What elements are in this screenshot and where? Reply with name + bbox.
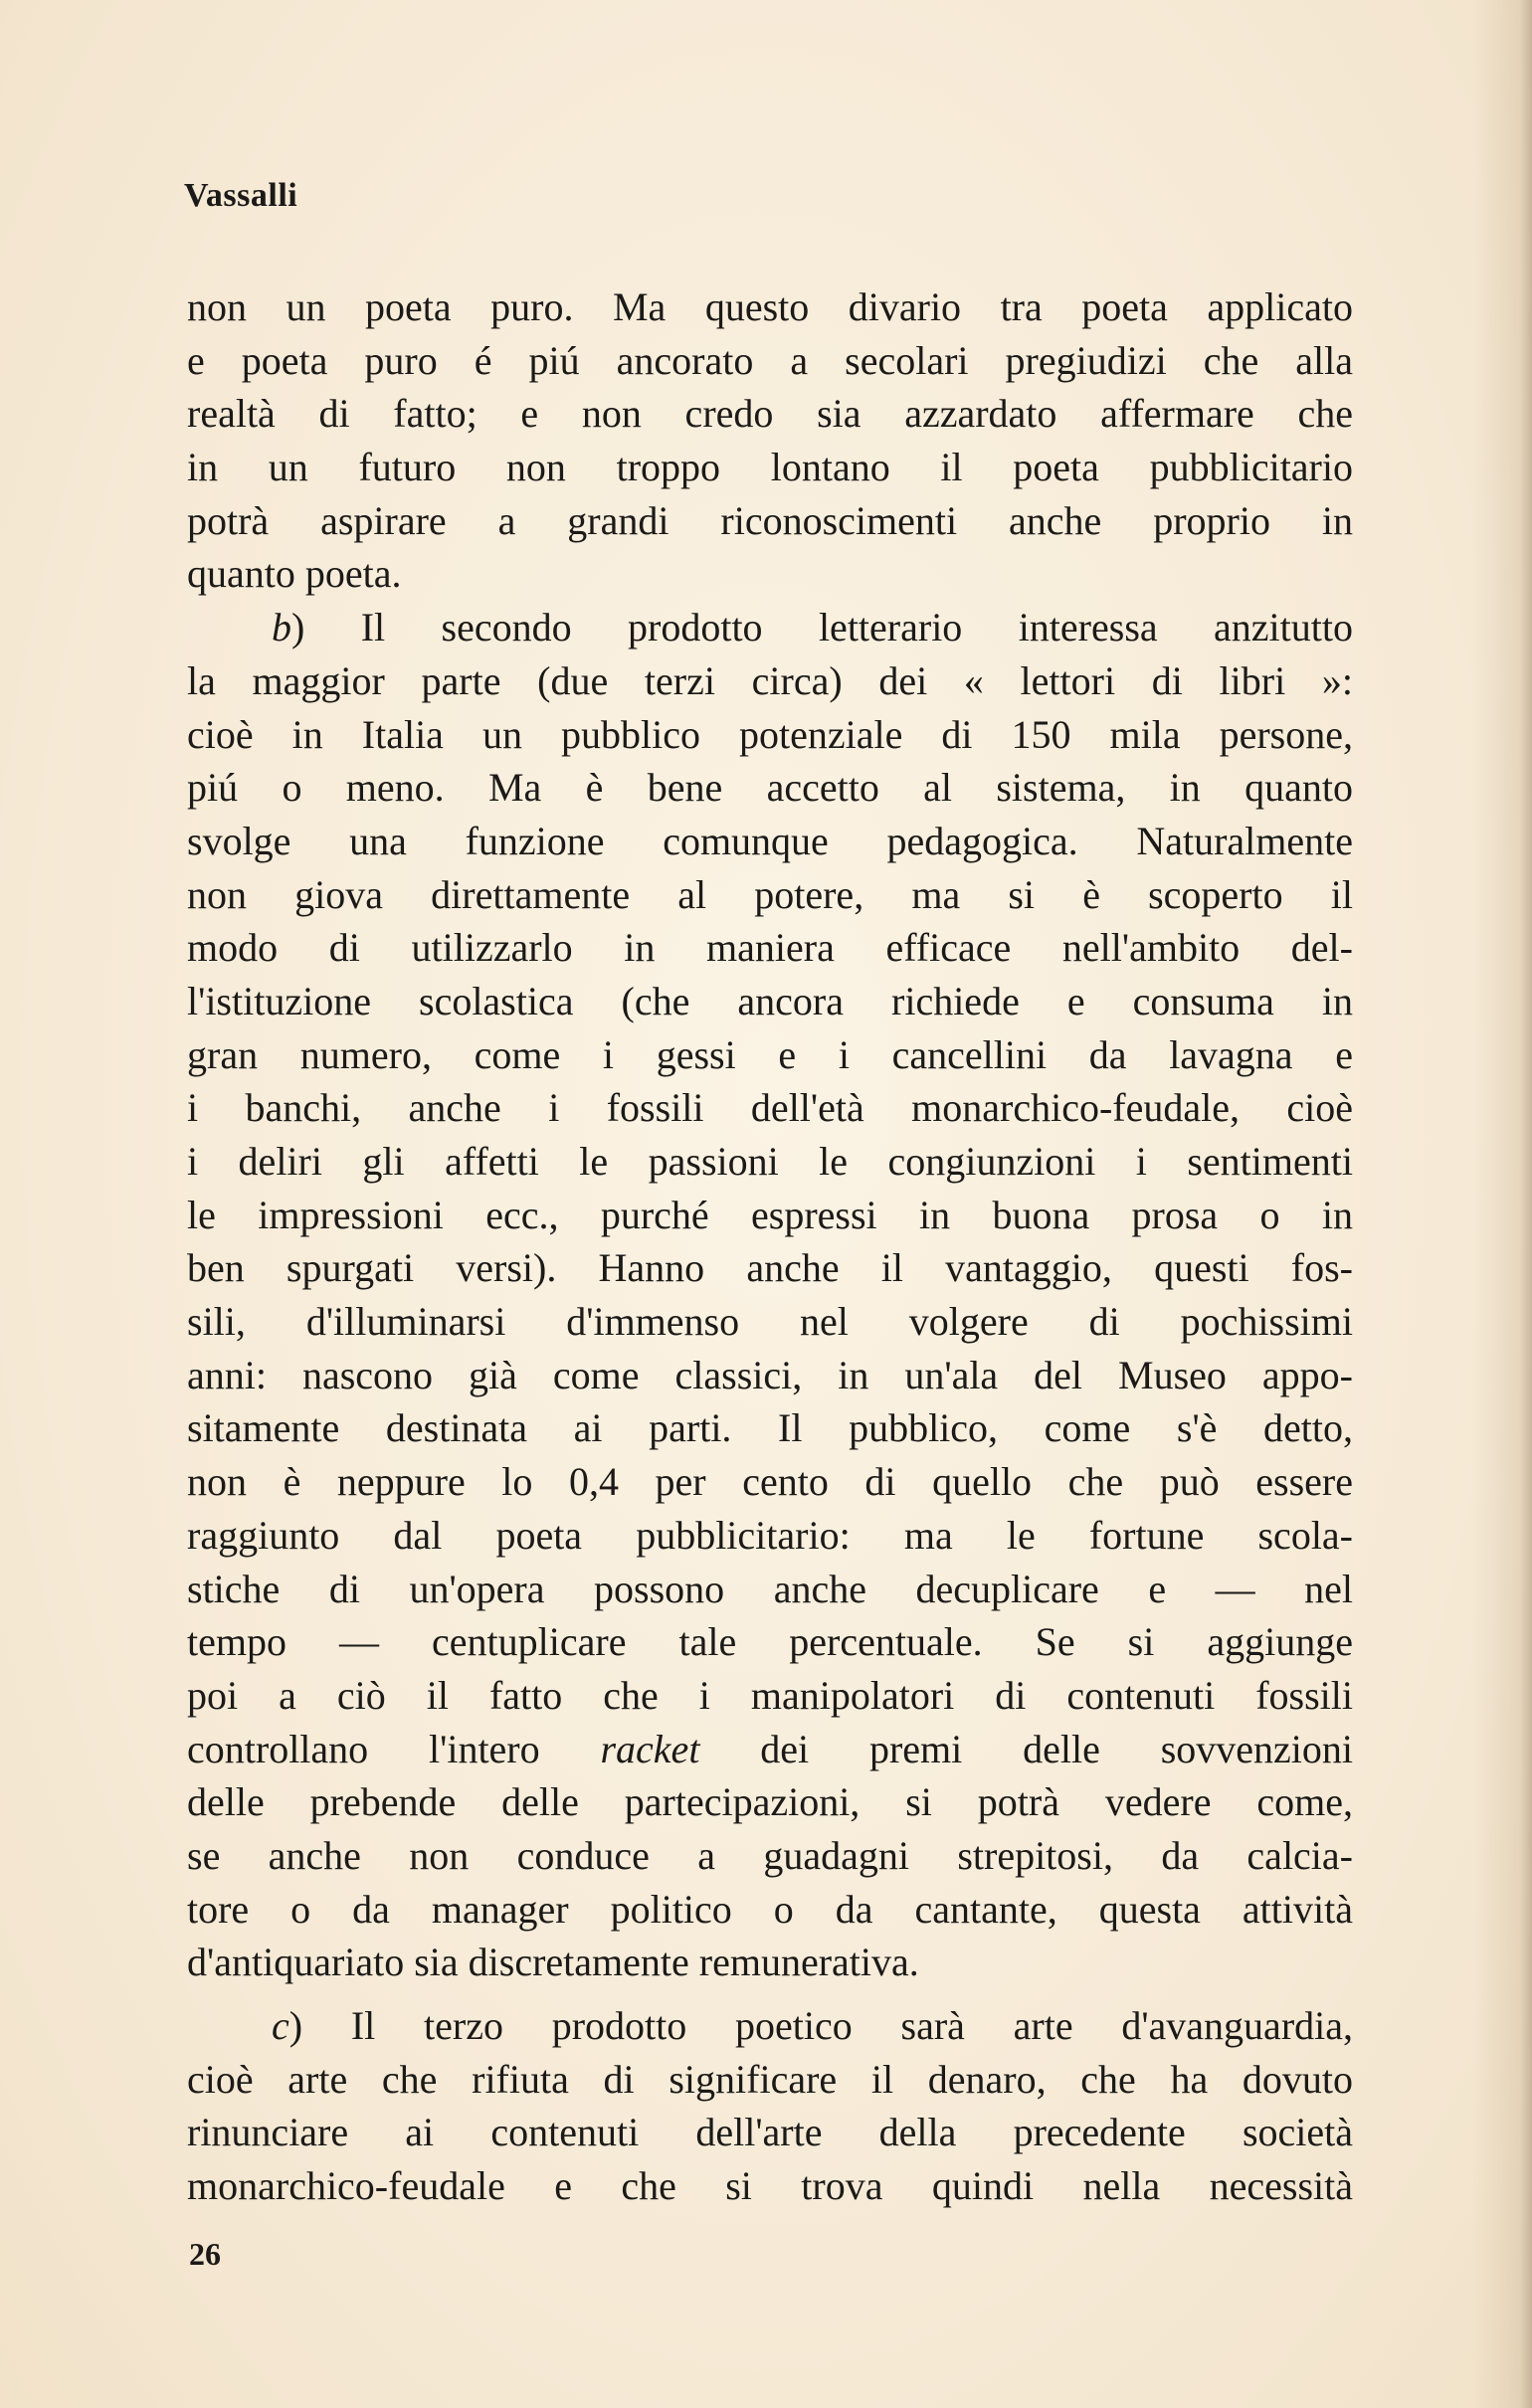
text-line: e poeta puro é piú ancorato a secolari pregiudizi che alla: [187, 337, 1353, 383]
text-line: potrà aspirare a grandi riconoscimenti anche proprio in: [187, 497, 1353, 543]
page-edge-shadow: [1472, 0, 1532, 2408]
text-line: quanto poeta.: [187, 551, 402, 597]
text-line: d'antiquariato sia discretamente remunerativa.: [187, 1940, 919, 1985]
text-line: non giova direttamente al potere, ma si è scoperto il: [187, 871, 1353, 917]
text-line: piú o meno. Ma è bene accetto al sistema, in quanto: [187, 765, 1353, 811]
text-line: cioè arte che rifiuta di significare il denaro, che ha dovuto: [187, 2056, 1353, 2102]
page-number: 26: [189, 2236, 221, 2272]
text-line: monarchico-feudale e che si trova quindi nella necessità: [187, 2163, 1353, 2209]
body-text: [187, 280, 1353, 2213]
text-line: delle prebende delle partecipazioni, si potrà vedere come,: [187, 1779, 1353, 1825]
text-line: tempo — centuplicare tale percentuale. Se si aggiunge: [187, 1619, 1353, 1665]
text-line: le impressioni ecc., purché espressi in buona prosa o in: [187, 1192, 1353, 1237]
running-head: Vassalli: [184, 177, 298, 214]
text-line: cioè in Italia un pubblico potenziale di 150 mila persone,: [187, 711, 1353, 757]
text-line: i banchi, anche i fossili dell'età monarchico-feudale, cioè: [187, 1085, 1353, 1131]
text-line: controllano l'intero racket dei premi delle sovvenzioni: [187, 1726, 1354, 1771]
text-line: non è neppure lo 0,4 per cento di quello che può essere: [187, 1459, 1353, 1505]
text-line: l'istituzione scolastica (che ancora richiede e consuma in: [187, 978, 1353, 1023]
text-line: raggiunto dal poeta pubblicitario: ma le fortune scola-: [187, 1512, 1353, 1558]
text-line: non un poeta puro. Ma questo divario tra poeta applicato: [187, 284, 1353, 329]
text-line: gran numero, come i gessi e i cancellini da lavagna e: [187, 1031, 1353, 1077]
text-line: c) Il terzo prodotto poetico sarà arte d'avanguardia,: [272, 2003, 1353, 2048]
text-line: ben spurgati versi). Hanno anche il vantaggio, questi fos-: [187, 1245, 1353, 1291]
text-line: svolge una funzione comunque pedagogica. Naturalmente: [187, 818, 1353, 863]
text-line: la maggior parte (due terzi circa) dei « lettori di libri »:: [187, 657, 1353, 703]
text-line: se anche non conduce a guadagni strepitosi, da calcia-: [187, 1832, 1353, 1878]
text-line: in un futuro non troppo lontano il poeta pubblicitario: [187, 445, 1353, 490]
text-line: tore o da manager politico o da cantante, questa attività: [187, 1886, 1353, 1932]
text-line: stiche di un'opera possono anche decuplicare e — nel: [187, 1566, 1353, 1611]
text-line: poi a ciò il fatto che i manipolatori di contenuti fossili: [187, 1672, 1353, 1718]
text-line: realtà di fatto; e non credo sia azzardato affermare che: [187, 391, 1353, 437]
text-line: anni: nascono già come classici, in un'ala del Museo appo-: [187, 1352, 1353, 1397]
text-line: rinunciare ai contenuti dell'arte della precedente società: [187, 2110, 1353, 2155]
text-line: b) Il secondo prodotto letterario interessa anzitutto: [272, 605, 1353, 650]
text-line: modo di utilizzarlo in maniera efficace nell'ambito del-: [187, 925, 1353, 971]
text-line: sili, d'illuminarsi d'immenso nel volgere di pochissimi: [187, 1299, 1353, 1345]
text-line: sitamente destinata ai parti. Il pubblico, come s'è detto,: [187, 1405, 1353, 1451]
text-line: i deliri gli affetti le passioni le congiunzioni i sentimenti: [187, 1139, 1353, 1184]
